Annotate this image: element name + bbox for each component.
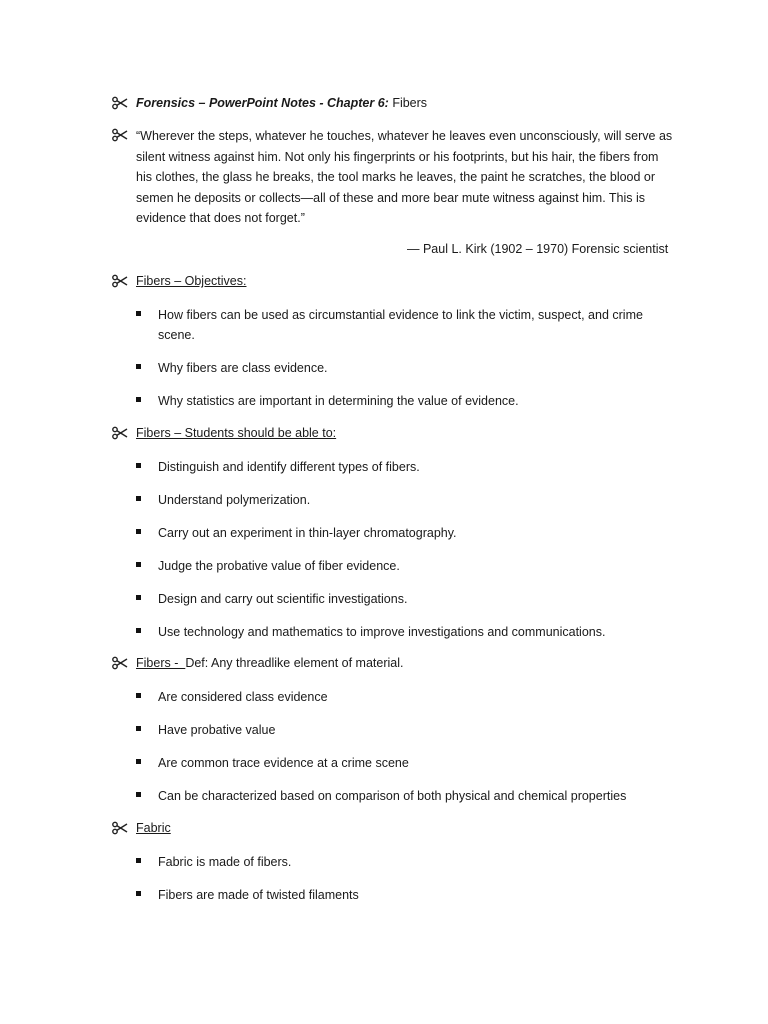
scissors-icon: [112, 94, 130, 110]
square-bullet-icon: [136, 311, 141, 316]
page-title: [136, 94, 427, 112]
scissors-icon: [112, 654, 130, 670]
scissors-icon: [112, 126, 130, 142]
section-heading: Fibers – Students should be able to:: [136, 426, 337, 440]
section-fabric: [112, 819, 692, 839]
list-item-text: Carry out an experiment in thin-layer chromatography.: [158, 526, 457, 540]
list-item-text: Are considered class evidence: [158, 690, 328, 704]
section-heading: Fabric: [136, 821, 171, 835]
square-bullet-icon: [136, 529, 141, 534]
section-heading-line: [136, 654, 403, 672]
scissors-icon: [112, 819, 130, 835]
list-item-text: Have probative value: [158, 723, 276, 737]
list-item-text: Design and carry out scientific investigations.: [158, 592, 408, 606]
list-item-text: Use technology and mathematics to improve investigations and communications.: [158, 625, 606, 639]
list-item-text: Why fibers are class evidence.: [158, 361, 328, 375]
square-bullet-icon: [136, 496, 141, 501]
square-bullet-icon: [136, 858, 141, 863]
list-item-text: Fibers are made of twisted filaments: [158, 888, 359, 902]
list-item-text: Understand polymerization.: [158, 493, 311, 507]
scissors-icon: [112, 272, 130, 288]
square-bullet-icon: [136, 364, 141, 369]
square-bullet-icon: [136, 595, 141, 600]
square-bullet-icon: [136, 693, 141, 698]
quote-attribution: — Paul L. Kirk (1902 – 1970) Forensic scientist: [407, 242, 669, 256]
scissors-icon: [112, 424, 130, 440]
section-heading: Fibers – Objectives:: [136, 274, 247, 288]
square-bullet-icon: [136, 397, 141, 402]
list-item-text: How fibers can be used as circumstantial evidence to link the victim, suspect, and crime scene.: [158, 308, 643, 342]
square-bullet-icon: [136, 628, 141, 633]
definition-text: Def: Any threadlike element of material.: [185, 656, 404, 670]
title-plain: Fibers: [388, 96, 428, 110]
list-item-text: Are common trace evidence at a crime scene: [158, 756, 409, 770]
square-bullet-icon: [136, 891, 141, 896]
square-bullet-icon: [136, 759, 141, 764]
list-item-text: Fabric is made of fibers.: [158, 855, 292, 869]
square-bullet-icon: [136, 463, 141, 468]
section-heading: Fibers -: [136, 656, 186, 670]
section-objectives: [112, 272, 692, 292]
square-bullet-icon: [136, 562, 141, 567]
title-italic: Forensics – PowerPoint Notes - Chapter 6:: [136, 96, 389, 110]
list-item-text: Distinguish and identify different types of fibers.: [158, 460, 420, 474]
list-item-text: Can be characterized based on comparison of both physical and chemical properties: [158, 789, 627, 803]
square-bullet-icon: [136, 726, 141, 731]
section-fibers-definition: [112, 654, 692, 674]
quote-block: [112, 126, 692, 396]
list-item-text: Judge the probative value of fiber evidence.: [158, 559, 400, 573]
list-item-text: Why statistics are important in determining the value of evidence.: [158, 394, 519, 408]
quote-text: “Wherever the steps, whatever he touches, whatever he leaves even unconsciously, will serve as silent witness against him. Not only his fingerprints or his footprints, but his hair, the fibers from his clothes, the glass he breaks, the tool marks he leaves, the paint he scratches, the blood or semen he deposits or collects—all of these and more bear mute witness against him. This is evidence that does not forget.”: [136, 129, 673, 225]
title-block: [112, 94, 692, 114]
section-students-able-to: [112, 424, 692, 444]
square-bullet-icon: [136, 792, 141, 797]
